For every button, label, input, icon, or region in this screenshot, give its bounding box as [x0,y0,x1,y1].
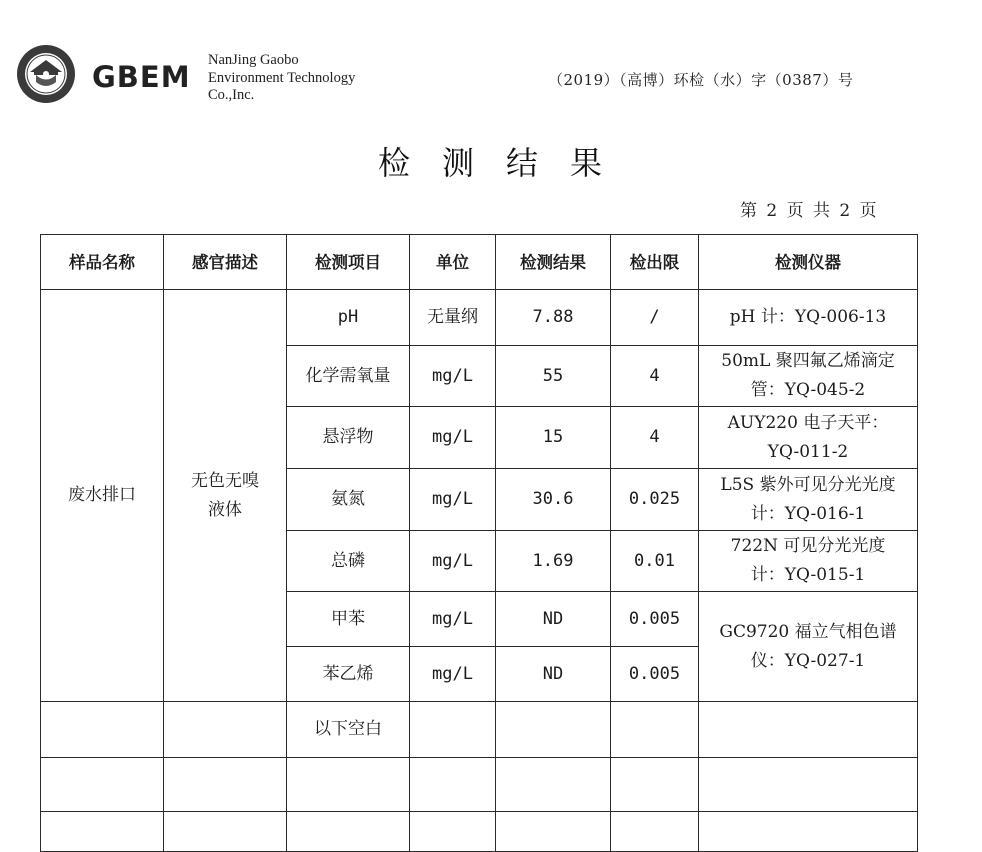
empty-cell [41,812,164,852]
empty-cell [41,702,164,758]
blank-note-cell: 以下空白 [287,702,410,758]
limit-cell: 0.025 [611,469,699,531]
instrument-line: 管：YQ-045-2 [750,380,866,400]
instrument-line: 50mL 聚四氟乙烯滴定 [721,351,895,371]
company-line: Environment Technology [208,69,356,86]
empty-cell [611,758,699,812]
empty-cell [699,702,918,758]
instrument-cell [699,407,918,469]
instrument-line: 722N 可见分光光度 [730,536,886,556]
result-cell: 55 [496,346,611,407]
item-cell: 甲苯 [287,592,410,647]
instrument-line: 计：YQ-016-1 [750,503,866,524]
table-row [41,758,918,812]
column-header: 感官描述 [164,235,287,290]
empty-cell [699,812,918,852]
column-header: 单位 [410,235,496,290]
company-name [208,52,355,105]
item-cell: 氨氮 [287,469,410,531]
empty-cell [410,702,496,758]
limit-cell: / [611,290,699,346]
column-header: 检测仪器 [699,235,918,290]
limit-cell: 4 [611,346,699,407]
company-seal-logo [16,44,76,104]
unit-cell: mg/L [410,407,496,469]
instrument-line: AUY220 电子天平： [727,412,889,433]
empty-cell [496,702,611,758]
page-title: 检测结果 [377,144,634,182]
unit-cell: mg/L [410,469,496,531]
empty-cell [410,812,496,852]
instrument-line: YQ-011-2 [767,441,849,462]
limit-cell: 4 [611,407,699,469]
limit-cell: 0.01 [611,531,699,592]
empty-cell [164,812,287,852]
item-cell: 苯乙烯 [287,647,410,702]
sample-name-cell: 废水排口 [41,290,164,702]
unit-cell: mg/L [410,531,496,592]
report-number: （2019）（高博）环检（水）字（0387）号 [548,71,854,89]
limit-cell: 0.005 [611,592,699,647]
empty-cell [287,758,410,812]
limit-cell: 0.005 [611,647,699,702]
table-row [41,702,918,758]
instrument-cell [699,290,918,346]
result-cell: 7.88 [496,290,611,346]
empty-cell [699,758,918,812]
empty-cell [410,758,496,812]
empty-cell [496,758,611,812]
empty-cell [496,812,611,852]
description-cell [164,290,287,702]
result-cell: 15 [496,407,611,469]
instrument-line: 计：YQ-015-1 [750,565,866,585]
item-cell: 化学需氧量 [287,346,410,407]
unit-cell: mg/L [410,592,496,647]
result-cell: ND [496,647,611,702]
page-indicator: 第 2 页 共 2 页 [740,201,879,221]
column-header: 检测项目 [287,235,410,290]
instrument-cell [699,592,918,702]
result-cell: 1.69 [496,531,611,592]
instrument-cell [699,346,918,407]
table-row [41,290,918,346]
result-cell: ND [496,592,611,647]
item-cell: 悬浮物 [287,407,410,469]
instrument-line: pH 计：YQ-006-13 [729,307,887,327]
results-table [40,234,918,852]
instrument-cell [699,469,918,531]
description-line: 无色无嗅 [191,470,259,491]
empty-cell [287,812,410,852]
empty-cell [611,702,699,758]
instrument-line: GC9720 福立气相色谱 [719,621,897,642]
item-cell: 总磷 [287,531,410,592]
item-cell: pH [287,290,410,346]
empty-cell [164,702,287,758]
column-header: 检测结果 [496,235,611,290]
instrument-line: L5S 紫外可见分光光度 [720,474,896,495]
brand-name: GBEM [92,60,191,94]
company-line: Co.,Inc. [208,87,255,103]
unit-cell: 无量纲 [410,290,496,346]
empty-cell [41,758,164,812]
description-line: 液体 [208,499,242,520]
empty-cell [611,812,699,852]
company-line: NanJing Gaobo [208,52,299,68]
empty-cell [164,758,287,812]
instrument-cell [699,531,918,592]
unit-cell: mg/L [410,647,496,702]
instrument-line: 仪：YQ-027-1 [750,650,866,671]
table-header-row [41,235,918,290]
column-header: 检出限 [611,235,699,290]
column-header: 样品名称 [41,235,164,290]
unit-cell: mg/L [410,346,496,407]
result-cell: 30.6 [496,469,611,531]
table-row [41,812,918,852]
